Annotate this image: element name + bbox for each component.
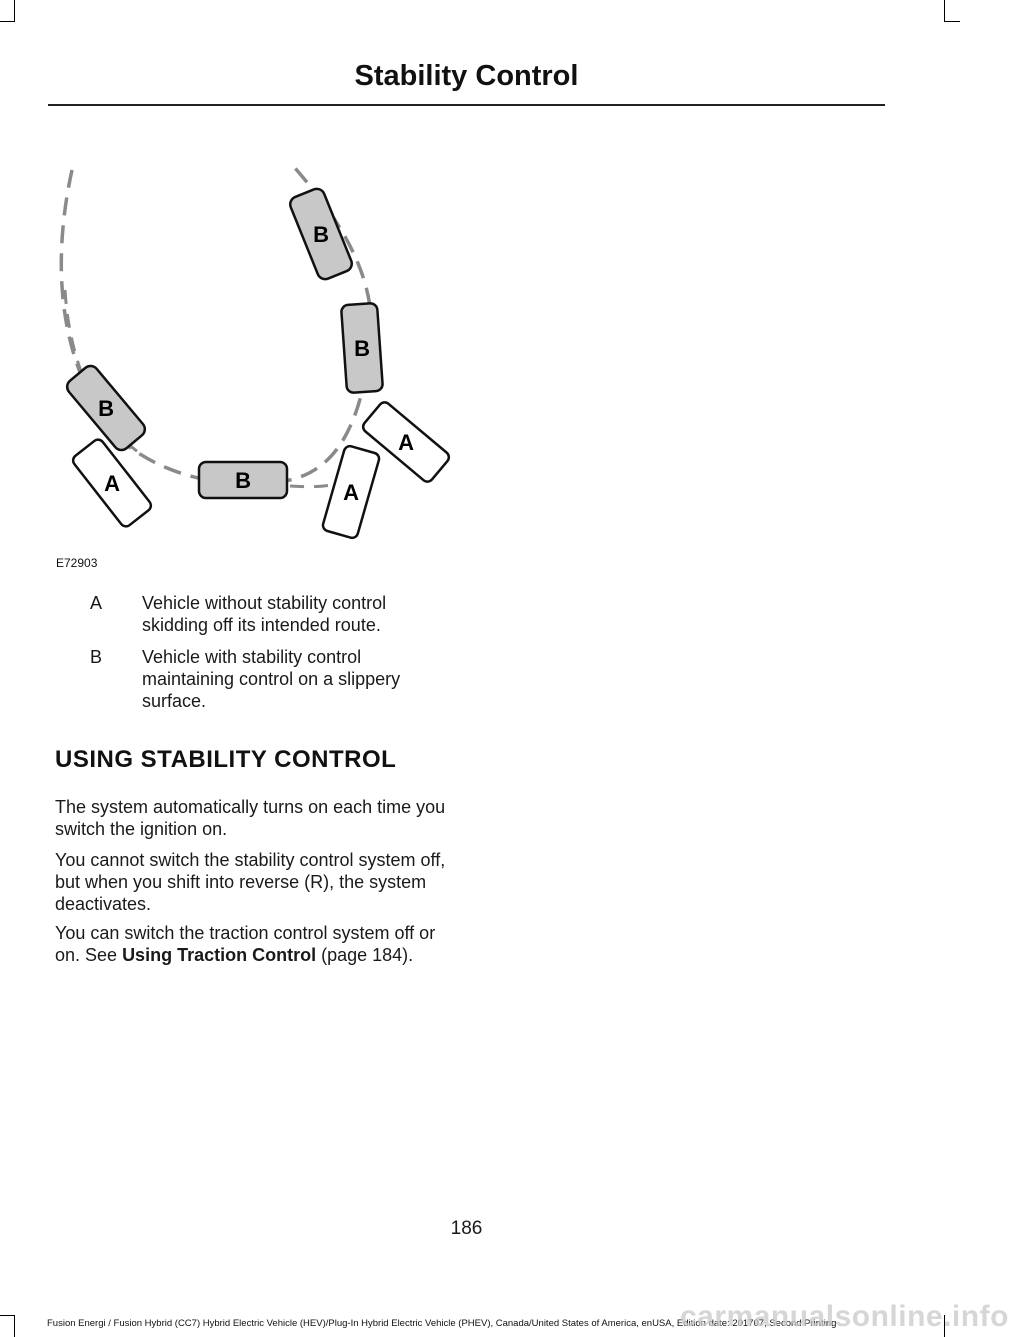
paragraph-text: (page 184). (316, 945, 414, 965)
legend-text: Vehicle with stability control maintaining control on a slippery surface. (142, 647, 401, 711)
paragraph: The system automatically turns on each time you switch the ignition on. (55, 797, 446, 839)
cross-reference-link[interactable]: Using Traction Control (122, 945, 317, 965)
vehicle-label-b: B (354, 336, 370, 361)
stability-control-diagram (40, 150, 470, 550)
vehicle-label-b: B (98, 396, 114, 421)
figure-code: E72903 (56, 556, 98, 570)
legend-key: A (90, 593, 103, 613)
paragraph-text: You can switch the traction control system off or on. See (55, 923, 436, 965)
vehicle-b-icon (64, 363, 148, 454)
legend-key: B (90, 647, 103, 667)
footer-text: Fusion Energi / Fusion Hybrid (CC7) Hybrid Electric Vehicle (HEV)/Plug-In Hybrid Electric Vehicle (PHEV), Canada/United States of America, enUSA, Edition date: 201707, Second Printing (47, 1318, 837, 1329)
vehicle-b-icon (341, 303, 383, 393)
legend-item (56, 592, 456, 636)
legend-text: Vehicle without stability control skidding off its intended route. (142, 593, 387, 635)
crop-mark (0, 21, 15, 22)
crop-mark (944, 21, 960, 22)
vehicle-label-a: A (343, 480, 359, 505)
watermark: carmanualsonline.info (680, 1300, 1009, 1333)
vehicle-label-b: B (313, 222, 329, 247)
vehicle-label-a: A (398, 430, 414, 455)
vehicle-label-a: A (104, 471, 120, 496)
paragraph: You cannot switch the stability control system off, but when you shift into reverse (R), the system deactivates. (55, 850, 446, 914)
vehicle-b-icon (199, 462, 287, 498)
figure-legend (56, 592, 456, 722)
crop-mark (944, 0, 945, 22)
page-title: Stability Control (354, 60, 579, 92)
crop-mark (14, 1315, 15, 1337)
vehicle-b-icon (288, 186, 354, 281)
crop-mark (14, 0, 15, 22)
section-heading: USING STABILITY CONTROL (55, 746, 397, 773)
page-number: 186 (450, 1218, 483, 1239)
header-divider (48, 104, 885, 106)
vehicle-label-b: B (235, 468, 251, 493)
crop-mark (0, 1315, 15, 1316)
legend-item (56, 646, 456, 712)
paragraph (55, 922, 450, 966)
vehicle-a-icon (71, 437, 154, 529)
